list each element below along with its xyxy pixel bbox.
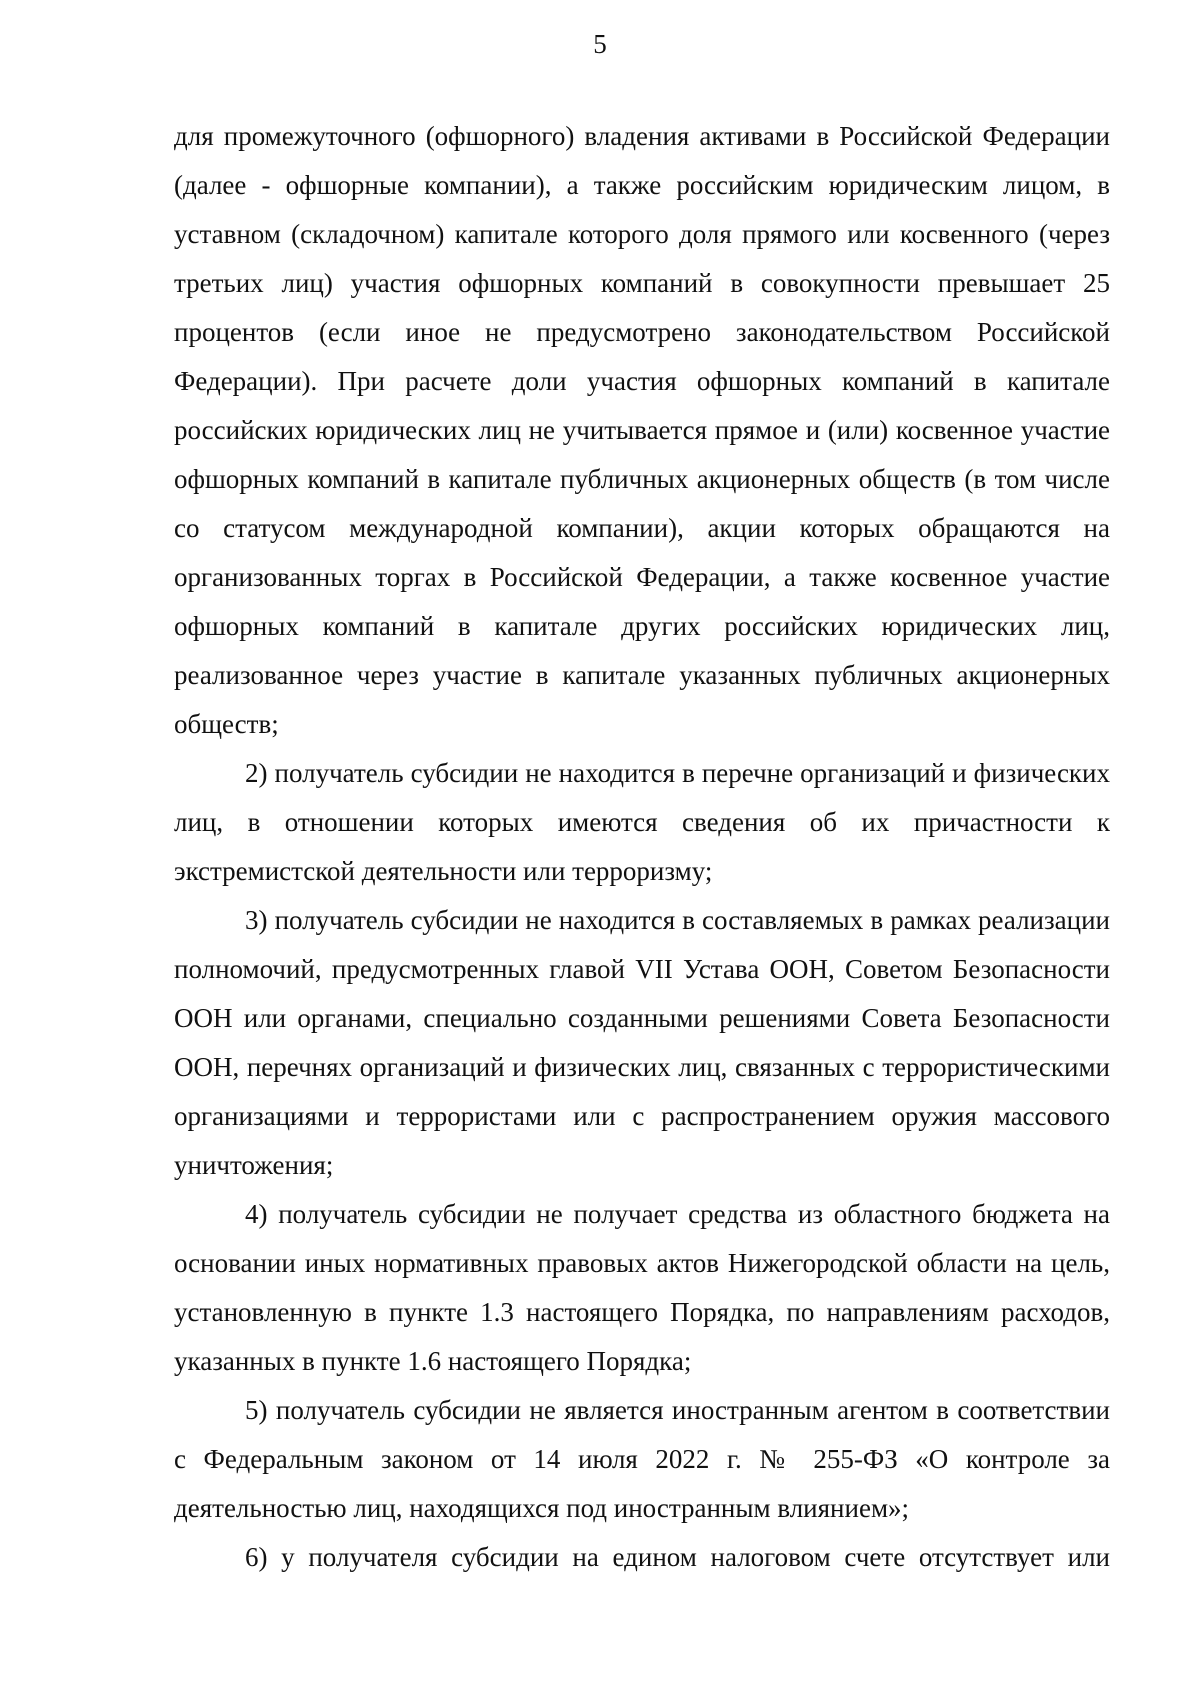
document-body: [174, 112, 1110, 1582]
paragraph-item-2: 2) получатель субсидии не находится в перечне организаций и физических лиц, в отношении которых имеются сведения об их причастности к экстремистской деятельности или терроризму;: [174, 758, 1110, 886]
paragraph-item-6: 6) у получателя субсидии на едином налоговом счете отсутствует или: [245, 1542, 1110, 1572]
paragraph-offshore-continuation: для промежуточного (офшорного) владения активами в Российской Федерации (далее - офшорные компании), а также российским юридическим лицом, в уставном (складочном) капитале которого доля прямого или косвенного (через третьих лиц) участия офшорных компаний в совокупности превышает 25 процентов (если иное не предусмотрено законодательством Российской Федерации). При расчете доли участия офшорных компаний в капитале российских юридических лиц не учитывается прямое и (или) косвенное участие офшорных компаний в капитале публичных акционерных обществ (в том числе со статусом международной компании), акции которых обращаются на организованных торгах в Российской Федерации, а также косвенное участие офшорных компаний в капитале других российских юридических лиц, реализованное через участие в капитале указанных публичных акционерных обществ;: [174, 121, 1110, 739]
page-number: 5: [593, 29, 607, 59]
paragraph-item-4: 4) получатель субсидии не получает средства из областного бюджета на основании иных нормативных правовых актов Нижегородской области на цель, установленную в пункте 1.3 настоящего Порядка, по направлениям расходов, указанных в пункте 1.6 настоящего Порядка;: [174, 1199, 1110, 1376]
paragraph-item-3: 3) получатель субсидии не находится в составляемых в рамках реализации полномочий, предусмотренных главой VII Устава ООН, Советом Безопасности ООН или органами, специально созданными решениями Совета Безопасности ООН, перечнях организаций и физических лиц, связанных с террористическими организациями и террористами или с распространением оружия массового уничтожения;: [174, 905, 1110, 1180]
paragraph-item-5: 5) получатель субсидии не является иностранным агентом в соответствии с Федеральным законом от 14 июля 2022 г. № 255-ФЗ «О контроле за деятельностью лиц, находящихся под иностранным влиянием»;: [174, 1395, 1110, 1523]
